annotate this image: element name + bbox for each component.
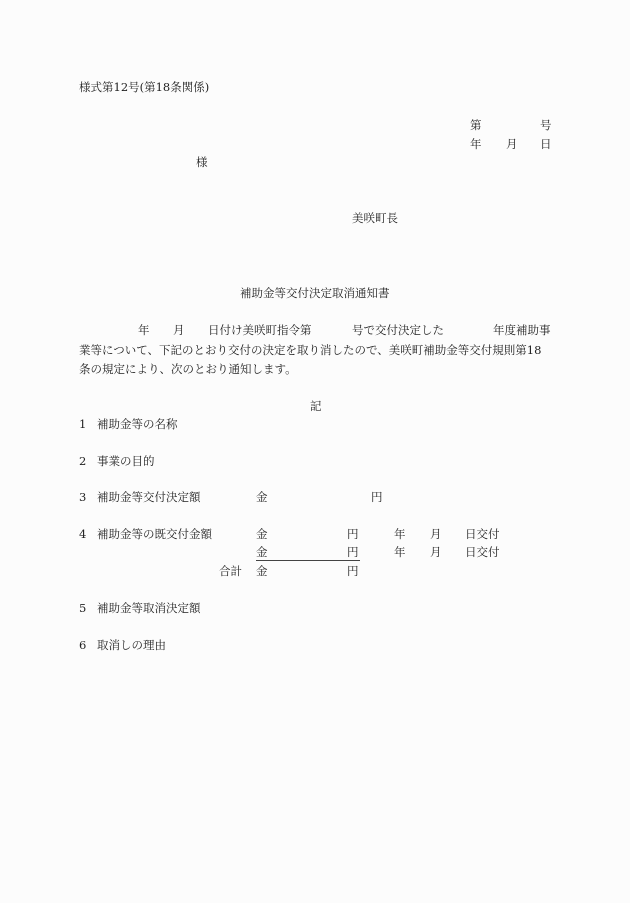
body-text-b: 号で交付決定した <box>352 323 444 337</box>
item-4-total-en: 円 <box>347 564 359 578</box>
item-5-label: 補助金等取消決定額 <box>97 601 201 615</box>
item-4-row-2-day: 日交付 <box>465 545 500 559</box>
recipient-suffix: 様 <box>196 155 208 169</box>
date-year: 年 <box>470 137 482 151</box>
body-month: 月 <box>173 323 185 337</box>
item-4-total-kin: 金 <box>256 564 268 578</box>
number-prefix: 第 <box>470 118 482 132</box>
item-5-num: 5 <box>79 601 87 615</box>
item-4-row-1-day: 日交付 <box>465 527 500 541</box>
item-3-kin: 金 <box>256 490 268 504</box>
item-4-row-1-en: 円 <box>347 527 359 541</box>
document-title: 補助金等交付決定取消通知書 <box>240 286 390 300</box>
item-6-num: 6 <box>79 638 87 652</box>
date-month: 月 <box>506 137 518 151</box>
item-4-row-1-month: 月 <box>430 527 442 541</box>
item-1-label: 補助金等の名称 <box>97 417 178 431</box>
form-label: 様式第12号(第18条関係) <box>79 80 210 94</box>
item-1-num: 1 <box>79 417 87 431</box>
item-4-row-2-year: 年 <box>394 545 406 559</box>
item-3-en: 円 <box>371 490 383 504</box>
body-text-c: 年度補助事 <box>493 323 551 337</box>
item-4-row-1-kin: 金 <box>256 527 268 541</box>
body-text-a: 日付け美咲町指令第 <box>208 323 312 337</box>
item-4-row-2-kin: 金 <box>256 545 268 559</box>
item-4-row-1-year: 年 <box>394 527 406 541</box>
item-4-row-2-month: 月 <box>430 545 442 559</box>
item-6-label: 取消しの理由 <box>97 638 166 652</box>
item-2-num: 2 <box>79 454 87 468</box>
item-4-num: 4 <box>79 527 87 541</box>
item-4-row-2-underline <box>256 547 360 561</box>
issuer: 美咲町長 <box>352 211 398 225</box>
item-2-label: 事業の目的 <box>97 454 155 468</box>
item-3-label: 補助金等交付決定額 <box>97 490 201 504</box>
ki-heading: 記 <box>310 399 322 413</box>
body-line-3: 条の規定により、次のとおり通知します。 <box>79 362 297 376</box>
body-year: 年 <box>138 323 150 337</box>
item-4-label: 補助金等の既交付金額 <box>97 527 212 541</box>
item-3-num: 3 <box>79 490 87 504</box>
item-4-total-label: 合計 <box>219 564 242 578</box>
item-4-row-2-en: 円 <box>347 545 359 559</box>
date-day: 日 <box>540 137 552 151</box>
body-line-2: 業等について、下記のとおり交付の決定を取り消したので、美咲町補助金等交付規則第18 <box>79 343 542 357</box>
number-suffix: 号 <box>540 118 552 132</box>
